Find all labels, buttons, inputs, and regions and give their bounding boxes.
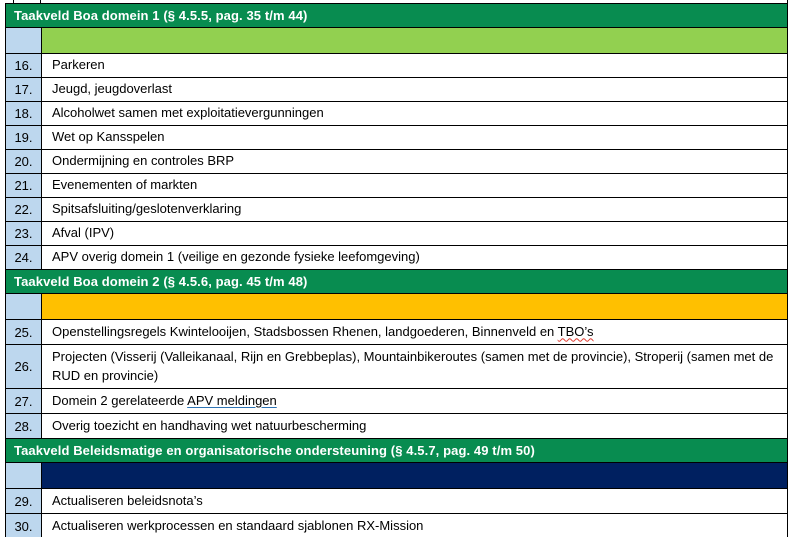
row-text: Afval (IPV): [52, 225, 115, 241]
row-number: 29.: [6, 489, 42, 513]
row-number: 20.: [6, 150, 42, 173]
row-text: Projecten (Visserij (Valleikanaal, Rijn en Grebbeplas), Mountainbikeroutes (samen met de provincie), Stroperij (samen met de RUD en provincie): [52, 348, 774, 383]
section-band-row: [6, 28, 787, 54]
table-row: [6, 54, 787, 78]
number-cell-empty: [6, 28, 42, 53]
row-number: 26.: [6, 345, 42, 388]
row-text: APV overig domein 1 (veilige en gezonde fysieke leefomgeving): [52, 249, 420, 265]
table-row: [6, 102, 787, 126]
row-number: 17.: [6, 78, 42, 101]
table-row: [6, 389, 787, 414]
row-number: 30.: [6, 514, 42, 537]
spellcheck-word: TBO’s: [557, 323, 594, 339]
table-row: [6, 222, 787, 246]
underlined-insertion-text: APV meldingen: [187, 392, 277, 408]
row-text: Parkeren: [52, 57, 105, 73]
color-band-gold: [42, 294, 787, 319]
row-text: Wet op Kansspelen: [52, 129, 165, 145]
table-row: [6, 514, 787, 537]
color-band-light-green: [42, 28, 787, 53]
section-header-domein-1: Taakveld Boa domein 1 (§ 4.5.5, pag. 35 t/m 44): [6, 4, 787, 28]
table-row: [6, 320, 787, 345]
row-number: 22.: [6, 198, 42, 221]
number-cell-empty: [6, 463, 42, 488]
row-text: Spitsafsluiting/geslotenverklaring: [52, 201, 242, 217]
table-row: [6, 78, 787, 102]
row-text: Openstellingsregels Kwintelooijen, Stadsbossen Rhenen, landgoederen, Binnenveld en TBO’s: [52, 323, 594, 339]
row-text: Domein 2 gerelateerde APV meldingen: [52, 392, 277, 408]
table-row: [6, 126, 787, 150]
row-number: 16.: [6, 54, 42, 77]
row-text: Actualiseren werkprocessen en standaard sjablonen RX-Mission: [52, 517, 424, 533]
section-band-row: [6, 463, 787, 489]
table-row: [6, 414, 787, 439]
table-row: [6, 150, 787, 174]
row-number: 18.: [6, 102, 42, 125]
row-number: 24.: [6, 246, 42, 269]
color-band-navy: [42, 463, 787, 488]
row-text: Jeugd, jeugdoverlast: [52, 81, 172, 97]
row-text: Overig toezicht en handhaving wet natuurbescherming: [52, 417, 367, 433]
row-text: Evenementen of markten: [52, 177, 198, 193]
row-number: 21.: [6, 174, 42, 197]
row-text: Actualiseren beleidsnota’s: [52, 492, 203, 508]
section-header-beleidsmatige-ondersteuning: Taakveld Beleidsmatige en organisatorische ondersteuning (§ 4.5.7, pag. 49 t/m 50): [6, 439, 787, 463]
row-text: Alcoholwet samen met exploitatievergunningen: [52, 105, 324, 121]
row-number: 27.: [6, 389, 42, 413]
task-table: [5, 3, 788, 537]
table-row: [6, 345, 787, 389]
number-cell-empty: [6, 294, 42, 319]
row-number: 28.: [6, 414, 42, 438]
section-band-row: [6, 294, 787, 320]
row-number: 25.: [6, 320, 42, 344]
table-row: [6, 246, 787, 270]
table-row: [6, 489, 787, 514]
row-number: 19.: [6, 126, 42, 149]
section-header-domein-2: Taakveld Boa domein 2 (§ 4.5.6, pag. 45 t/m 48): [6, 270, 787, 294]
table-row: [6, 174, 787, 198]
table-row: [6, 198, 787, 222]
row-text: Ondermijning en controles BRP: [52, 153, 235, 169]
row-number: 23.: [6, 222, 42, 245]
